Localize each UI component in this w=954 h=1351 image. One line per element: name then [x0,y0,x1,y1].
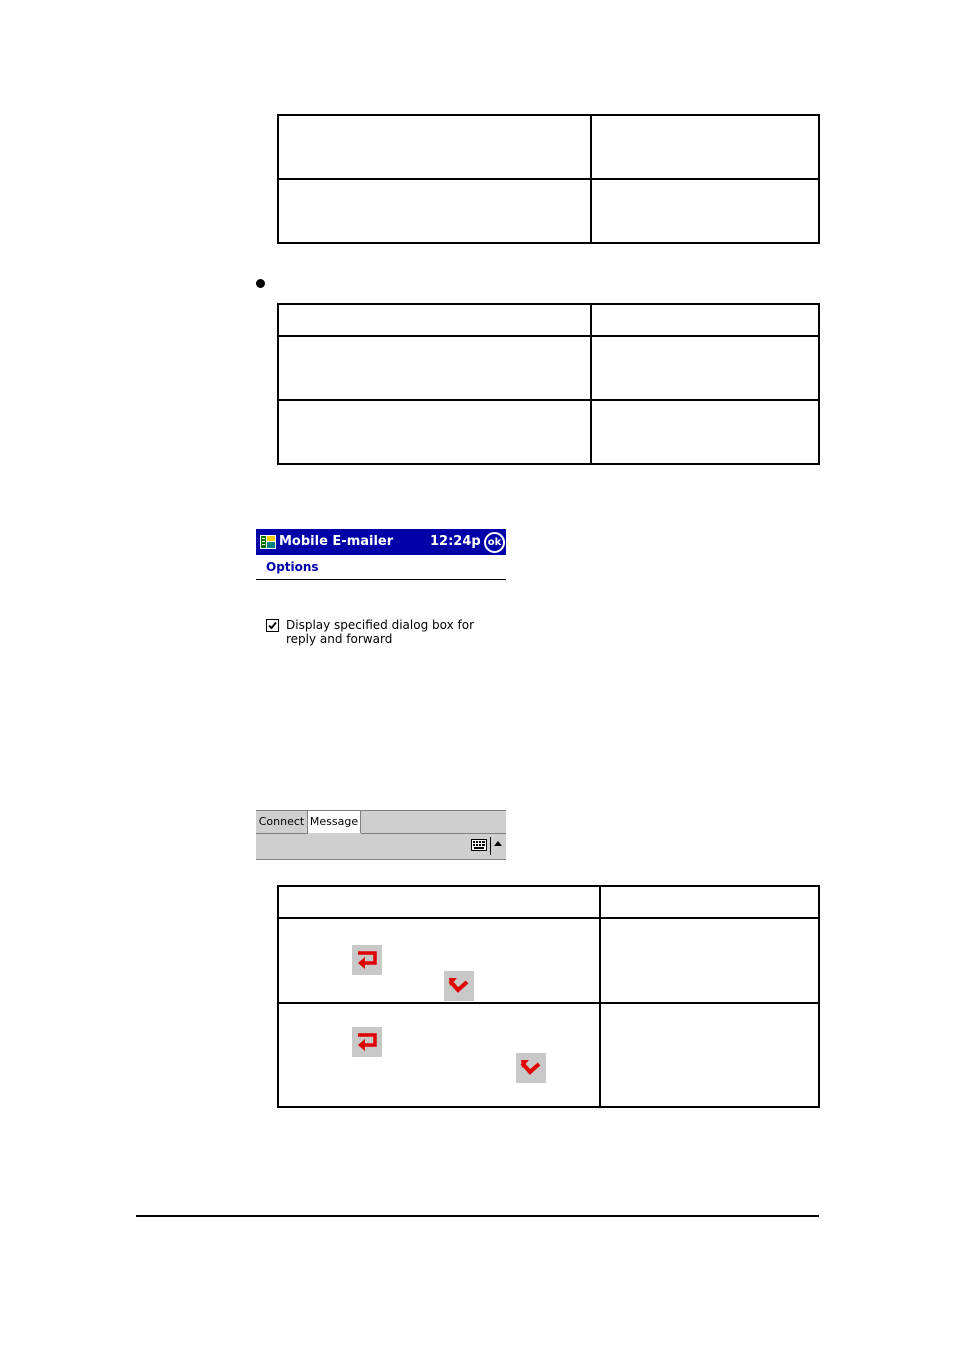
bullet-icon [256,279,265,288]
keyboard-icon[interactable] [471,839,487,851]
table-cell [278,886,600,918]
forward-icon [519,1057,543,1079]
table-cell [591,179,819,243]
section-title: Options [266,560,319,574]
table-cell [278,1003,600,1107]
reply-forward-dialog-checkbox[interactable] [266,619,279,632]
tab-connect[interactable]: Connect [256,811,308,833]
table-header-row [278,886,819,918]
table-cell [591,400,819,464]
reply-icon [355,1031,379,1053]
reply-icon [355,949,379,971]
ok-button[interactable]: ok [484,532,505,553]
divider [256,579,506,580]
toolbar-screenshot [256,810,506,860]
table-row [278,115,819,179]
reply-button[interactable] [352,1027,382,1057]
command-bar [256,834,506,860]
clock: 12:24p [430,534,481,549]
footer-rule [136,1215,819,1217]
title-bar [256,529,506,555]
forward-button[interactable] [444,971,474,1001]
up-arrow-icon[interactable] [494,841,502,846]
table-cell [278,918,600,1003]
table-cell [600,1003,819,1107]
table-cell [591,336,819,400]
table-1 [277,114,820,244]
table-cell [278,179,591,243]
forward-button[interactable] [516,1053,546,1083]
app-title: Mobile E-mailer [279,534,394,549]
table-cell [600,886,819,918]
table-header-row [278,304,819,336]
table-cell [278,336,591,400]
table-3 [277,885,820,1108]
table-2 [277,303,820,465]
checkbox-label: Display specified dialog box for reply and forward [286,618,475,646]
mobile-emailer-options-screenshot [256,529,506,659]
divider [256,859,506,860]
table-cell [278,115,591,179]
table-cell [278,400,591,464]
forward-icon [447,975,471,997]
reply-button[interactable] [352,945,382,975]
table-cell [278,304,591,336]
mobile-emailer-icon [260,534,277,550]
tab-message[interactable]: Message [308,811,361,833]
divider [490,837,491,855]
table-cell [591,304,819,336]
table-row [278,400,819,464]
checkmark-icon [267,620,278,631]
table-cell [591,115,819,179]
table-row [278,336,819,400]
table-cell [600,918,819,1003]
table-row [278,179,819,243]
